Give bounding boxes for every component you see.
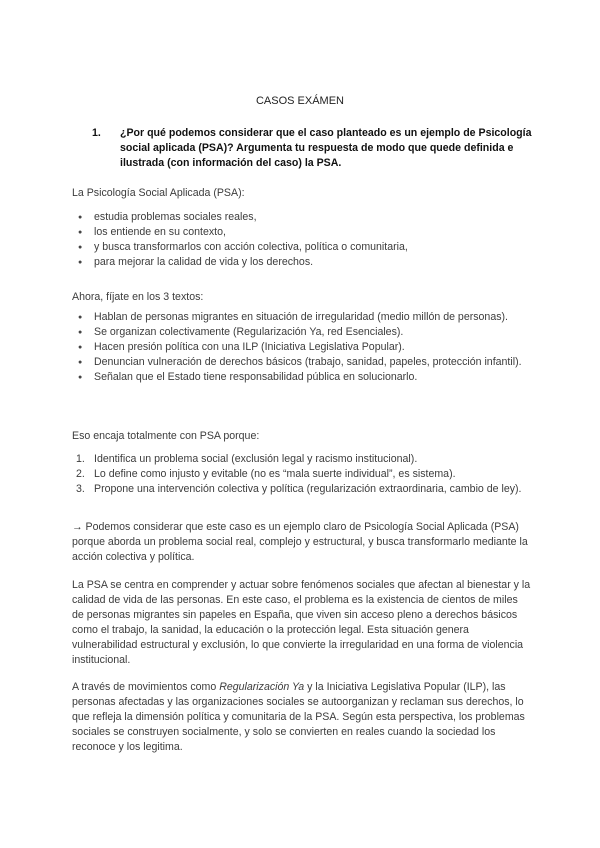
list-number: 1. (76, 453, 85, 465)
list-item (72, 467, 532, 482)
paragraph-text: y la Iniciativa Legislativa Popular (ILP), las personas afectadas y las organizaciones sociales se autoorganizan y reclaman sus derechos, lo que refleja la dimensión política y comunitaria de la PSA. Según esta perspectiva, los problemas sociales se construyen socialmente, y solo se convierten en reales cuando la sociedad los reconoce y los legitima. (72, 681, 525, 753)
texts-intro: Ahora, fíjate en los 3 textos: (72, 291, 204, 303)
question-text: ¿Por qué podemos considerar que el caso planteado es un ejemplo de Psicología social aplicada (PSA)? Argumenta tu respuesta de modo que quede definida e ilustrada (con información del caso) la PSA. (120, 127, 532, 169)
movements-paragraph (72, 680, 532, 755)
list-item: ● los entiende en su contexto, (72, 225, 532, 240)
list-item: ● Se organizan colectivamente (Regularización Ya, red Esenciales). (72, 325, 532, 340)
list-number: 2. (76, 468, 85, 480)
psa-intro: La Psicología Social Aplicada (PSA): (72, 187, 245, 199)
texts-summary-list (72, 310, 532, 385)
list-item: ● para mejorar la calidad de vida y los derechos. (72, 255, 532, 270)
question-1 (92, 126, 540, 171)
list-item: ● estudia problemas sociales reales, (72, 210, 532, 225)
fit-reasons-list (72, 452, 532, 497)
psa-definition-list (72, 210, 532, 270)
list-item-text: Lo define como injusto y evitable (no es “mala suerte individual”, es sistema). (94, 468, 456, 480)
list-item: ● Hacen presión política con una ILP (Iniciativa Legislativa Popular). (72, 340, 532, 355)
fit-intro: Eso encaja totalmente con PSA porque: (72, 430, 260, 442)
list-item: ● Denuncian vulneración de derechos básicos (trabajo, sanidad, papeles, protección infantil). (72, 355, 532, 370)
list-item (72, 452, 532, 467)
question-number: 1. (92, 127, 101, 139)
conclusion-paragraph: → Podemos considerar que este caso es un ejemplo claro de Psicología Social Aplicada (PSA) porque aborda un problema social real, complejo y estructural, y busca transformarlo mediante la acción colectiva y política. (72, 521, 528, 563)
psa-explanation-paragraph: La PSA se centra en comprender y actuar sobre fenómenos sociales que afectan al bienestar y la calidad de vida de las personas. En este caso, el problema es la existencia de cientos de miles de personas migrantes sin papeles en España, que viven sin acceso pleno a derechos básicos como el trabajo, la sanidad, la educación o la protección legal. Esta situación genera vulnerabilidad estructural y exclusión, lo que convierte la irregularidad en una forma de violencia institucional. (72, 579, 531, 666)
list-item: ● y busca transformarlos con acción colectiva, política o comunitaria, (72, 240, 532, 255)
list-item: ● Señalan que el Estado tiene responsabilidad pública en solucionarlo. (72, 370, 532, 385)
list-item: ● Hablan de personas migrantes en situación de irregularidad (medio millón de personas). (72, 310, 532, 325)
movement-name: Regularización Ya (219, 681, 305, 693)
list-item-text: Propone una intervención colectiva y política (regularización extraordinaria, cambio de ley). (94, 483, 522, 495)
list-item (72, 482, 532, 497)
list-number: 3. (76, 483, 85, 495)
paragraph-text: A través de movimientos como (72, 681, 220, 693)
document-title: CASOS EXÁMEN (255, 95, 345, 107)
list-item-text: Identifica un problema social (exclusión legal y racismo institucional). (94, 453, 418, 465)
